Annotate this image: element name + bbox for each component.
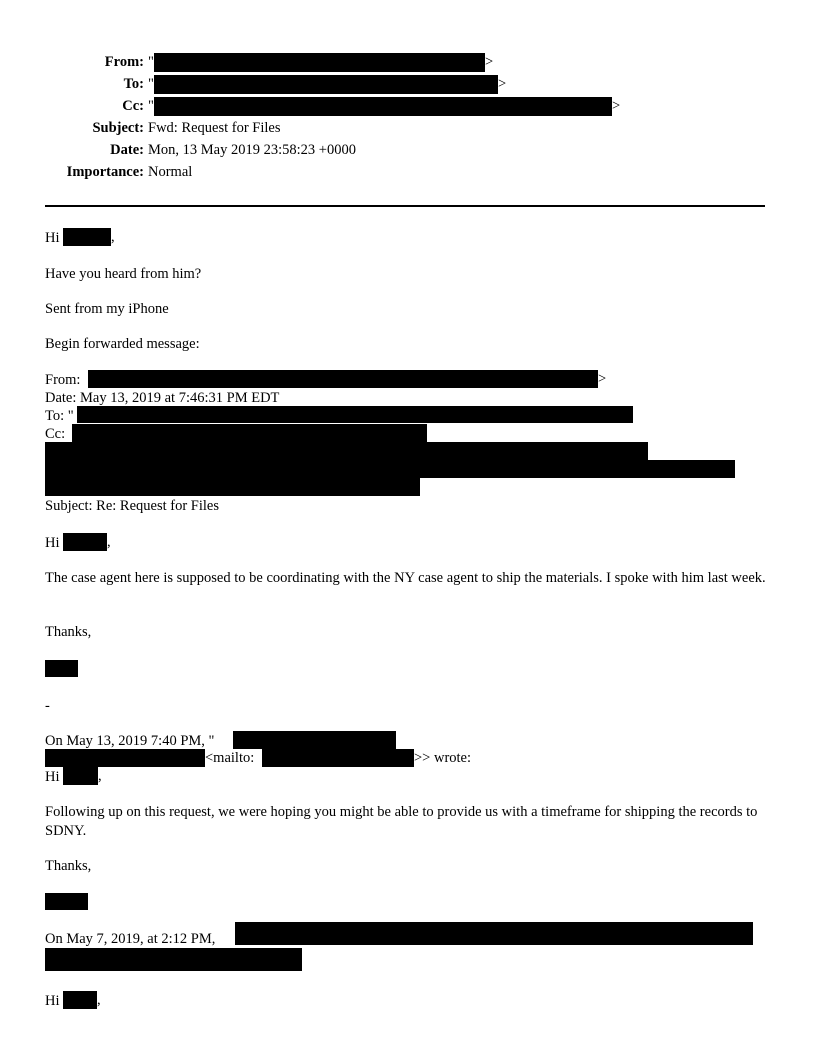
redaction-block — [63, 533, 107, 551]
redaction-block — [45, 660, 78, 677]
importance-label: Importance: — [66, 164, 144, 180]
cc-quote: " — [148, 98, 154, 114]
from-angle: > — [485, 54, 494, 70]
redaction-block — [45, 460, 735, 478]
fwd-date: Date: May 13, 2019 at 7:46:31 PM EDT — [45, 390, 280, 406]
thanks-2: Thanks, — [45, 858, 92, 874]
message-line: Have you heard from him? — [45, 266, 202, 282]
dash: - — [45, 698, 50, 714]
subject-value: Fwd: Request for Files — [148, 120, 281, 136]
fwd-from-angle: > — [598, 371, 607, 387]
header-divider — [45, 205, 765, 207]
redaction-block — [45, 478, 420, 496]
redaction-block — [72, 424, 427, 442]
quote1-greeting-comma: , — [98, 768, 102, 784]
cc-label: Cc: — [122, 98, 144, 114]
redaction-block — [45, 893, 88, 910]
redaction-block — [45, 442, 648, 460]
redaction-block — [63, 991, 97, 1009]
to-angle: > — [498, 76, 507, 92]
fwd-from-label: From: — [45, 372, 81, 388]
signature: Sent from my iPhone — [45, 301, 169, 317]
redaction-block — [88, 370, 598, 388]
subject-label: Subject: — [92, 120, 144, 136]
redaction-block — [154, 75, 498, 94]
fwd-subject: Subject: Re: Request for Files — [45, 498, 219, 514]
redaction-block — [45, 749, 205, 767]
redaction-block — [63, 767, 98, 785]
from-quote: " — [148, 54, 154, 70]
quote2-greeting: Hi — [45, 993, 60, 1009]
redaction-block — [63, 228, 111, 246]
quote1-greeting: Hi — [45, 769, 60, 785]
fwd-to-label: To: " — [45, 408, 74, 424]
redaction-block — [45, 948, 302, 971]
mailto-open: <mailto: — [205, 750, 255, 766]
greeting-comma: , — [111, 229, 115, 245]
reply-greeting: Hi — [45, 535, 60, 551]
reply-greeting-comma: , — [107, 534, 111, 550]
cc-angle: > — [612, 98, 621, 114]
redaction-block — [77, 406, 633, 423]
redaction-block — [235, 922, 753, 945]
quote2-intro: On May 7, 2019, at 2:12 PM, — [45, 931, 216, 947]
date-label: Date: — [110, 142, 144, 158]
importance-value: Normal — [148, 164, 193, 180]
redaction-block — [262, 749, 414, 767]
thanks: Thanks, — [45, 624, 92, 640]
wrote: >> wrote: — [414, 750, 472, 766]
redaction-block — [154, 97, 612, 116]
from-label: From: — [104, 54, 144, 70]
forward-intro: Begin forwarded message: — [45, 336, 200, 352]
greeting: Hi — [45, 230, 60, 246]
redaction-block — [154, 53, 485, 72]
date-value: Mon, 13 May 2019 23:58:23 +0000 — [148, 142, 356, 158]
fwd-cc-label: Cc: — [45, 426, 66, 442]
to-quote: " — [148, 76, 154, 92]
redaction-block — [233, 731, 396, 749]
followup-paragraph: Following up on this request, we were hoping you might be able to provide us with a timeframe for shipping the records to SDNY. — [45, 804, 758, 839]
reply-paragraph: The case agent here is supposed to be coordinating with the NY case agent to ship the materials. I spoke with him last week. — [45, 570, 766, 586]
quote2-greeting-comma: , — [97, 992, 101, 1008]
to-label: To: — [123, 76, 144, 92]
quote1-intro: On May 13, 2019 7:40 PM, " — [45, 733, 215, 749]
